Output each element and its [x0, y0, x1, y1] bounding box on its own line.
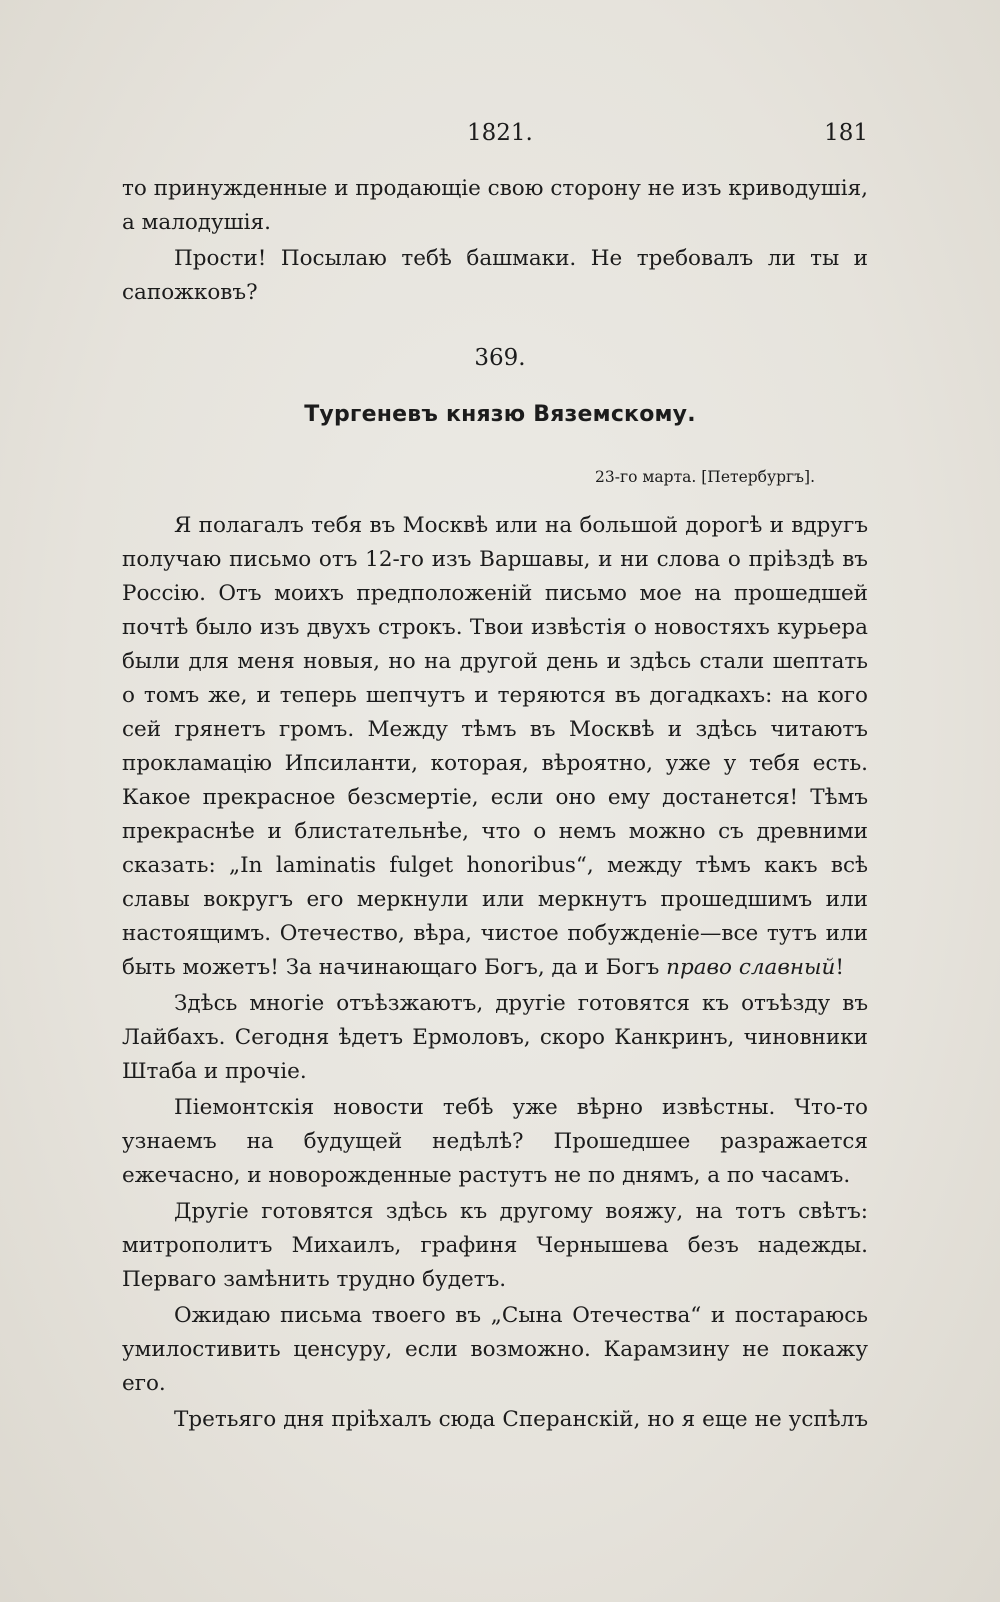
- letter-body: [122, 509, 868, 1437]
- continuation-paragraph: Прости! Посылаю тебѣ башмаки. Не требовалъ ли ты и сапожковъ?: [122, 246, 868, 305]
- letter-paragraph: Другіе готовятся здѣсь къ другому вояжу, на тотъ свѣтъ: митрополитъ Михаилъ, графиня Чернышева безъ надежды. Перваго замѣнить трудно будетъ.: [122, 1199, 868, 1292]
- header-year: 1821.: [467, 120, 533, 146]
- letter-paragraph-italic: право славный: [666, 955, 836, 980]
- continuation-text: [122, 172, 868, 310]
- letter-dateline: 23-го марта. [Петербургъ].: [595, 468, 815, 486]
- continuation-paragraph: то принужденные и продающіе свою сторону не изъ криводушія, а малодушія.: [122, 176, 868, 235]
- letter-paragraph: [122, 509, 868, 985]
- letter-number: 369.: [474, 345, 526, 371]
- running-header: [122, 120, 868, 160]
- letter-paragraph: Ожидаю письма твоего въ „Сына Отечества“ и постараюсь умилостивить ценсуру, если возможно. Карамзину не покажу его.: [122, 1303, 868, 1396]
- letter-paragraph: Піемонтскія новости тебѣ уже вѣрно извѣстны. Что-то узнаемъ на будущей недѣлѣ? Прошедшее разражается ежечасно, и новорожденные растутъ не по днямъ, а по часамъ.: [122, 1095, 868, 1188]
- letter-paragraph: Здѣсь многіе отъѣзжаютъ, другіе готовятся къ отъѣзду въ Лайбахъ. Сегодня ѣдетъ Ермоловъ, скоро Канкринъ, чиновники Штаба и прочіе.: [122, 991, 868, 1084]
- letter-paragraph: Третьяго дня пріѣхалъ сюда Сперанскій, но я еще не успѣлъ: [174, 1407, 868, 1432]
- page-number: 181: [824, 120, 868, 146]
- letter-paragraph-text: Я полагалъ тебя въ Москвѣ или на большой дорогѣ и вдругъ получаю письмо отъ 12-го изъ Варшавы, и ни слова о пріѣздѣ въ Россію. Отъ моихъ предположеній письмо мое на прошедшей почтѣ было изъ двухъ строкъ. Твои извѣстія о новостяхъ курьера были для меня новыя, но на другой день и здѣсь стали шептать о томъ же, и теперь шепчутъ и теряются въ догадкахъ: на кого сей грянетъ громъ. Между тѣмъ въ Москвѣ и здѣсь читаютъ прокламацію Ипсиланти, которая, вѣроятно, уже у тебя есть. Какое прекрасное безсмертіе, если оно ему достанется! Тѣмъ прекраснѣе и блистательнѣе, что о немъ можно съ древними сказать: „In laminatis fulget honoribus“, между тѣмъ какъ всѣ славы вокругъ его меркнули или меркнутъ прошедшимъ или настоящимъ. Отечество, вѣра, чистое побужденіе—все тутъ или быть можетъ! За начинающаго Богъ, да и Богъ: [122, 513, 868, 980]
- letter-paragraph-end: !: [835, 955, 845, 980]
- letter-title: Тургеневъ князю Вяземскому.: [304, 402, 696, 427]
